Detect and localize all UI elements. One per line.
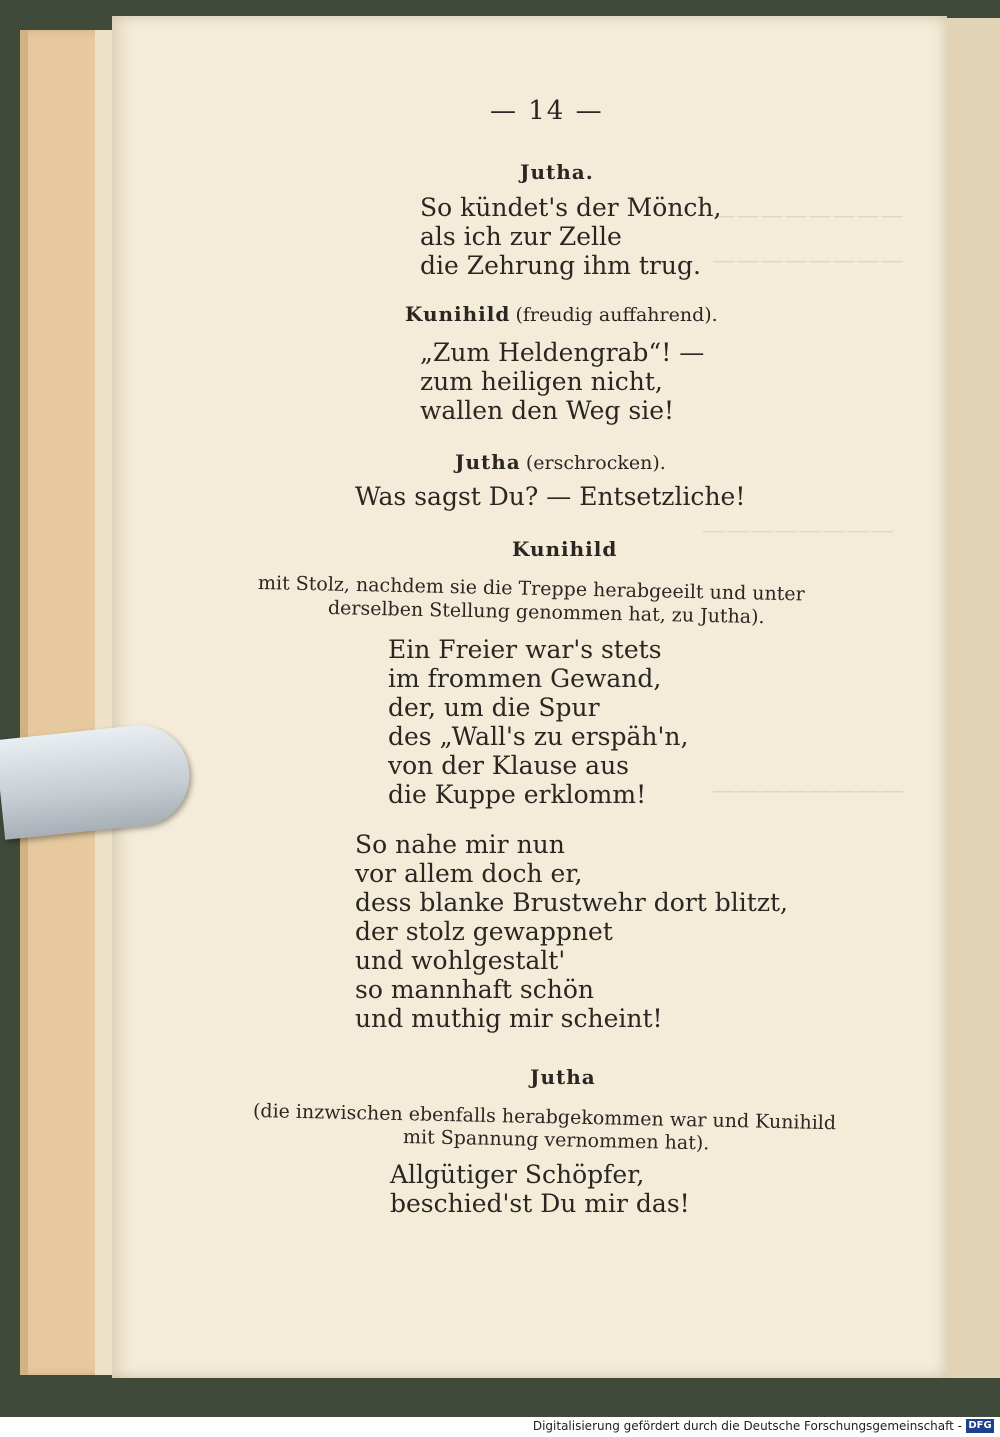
verse-line: so mannhaft schön (355, 975, 594, 1004)
verse-block-4b (355, 830, 788, 1033)
speaker-kunihild: Kunihild (405, 302, 511, 326)
verse-line: und muthig mir scheint! (355, 1004, 663, 1033)
stage-direction-line: mit Stolz, nachdem sie die Treppe herabgeeilt und unter (257, 572, 805, 606)
stage-direction-line: derselben Stellung genommen hat, zu Jutha). (327, 597, 765, 629)
verse-line: So kündet's der Mönch, (420, 193, 722, 222)
stage-direction: (erschrocken). (525, 452, 666, 474)
bleed-through: ———————— (712, 246, 904, 274)
verse-line: zum heiligen nicht, (420, 367, 663, 396)
speaker-jutha: Jutha (455, 450, 521, 474)
verse-line: „Zum Heldengrab“! — (420, 338, 705, 367)
stage-direction-line: (die inzwischen ebenfalls herabgekommen war und Kunihild (252, 1100, 837, 1135)
verse-line: der stolz gewappnet (355, 917, 613, 946)
verse-line: von der Klause aus (388, 751, 630, 780)
verse-block-2 (420, 338, 704, 425)
verse-line: beschied'st Du mir das! (390, 1189, 690, 1218)
verse-block-4a (388, 635, 688, 809)
speaker-kunihild: Kunihild (512, 537, 618, 561)
stage-heading-2 (405, 302, 718, 326)
verse-line: der, um die Spur (388, 693, 600, 722)
verse-line: und wohlgestalt' (355, 946, 566, 975)
verse-line: als ich zur Zelle (420, 222, 622, 251)
verse-line: im frommen Gewand, (388, 664, 662, 693)
verse-line: dess blanke Brustwehr dort blitzt, (355, 888, 788, 917)
funding-notice: Digitalisierung gefördert durch die Deutsche Forschungsgemeinschaft - (532, 1419, 962, 1433)
verse-line: des „Wall's zu erspäh'n, (388, 722, 689, 751)
verse-line: Ein Freier war's stets (388, 635, 662, 664)
speaker-jutha: Jutha (530, 1065, 596, 1089)
verse-block-1 (420, 193, 721, 280)
verse-line: die Zehrung ihm trug. (420, 251, 701, 280)
verse-line: wallen den Weg sie! (420, 396, 675, 425)
speaker-jutha: Jutha. (520, 160, 594, 184)
bleed-through: ———————— (712, 776, 904, 804)
stage-direction-line: mit Spannung vernommen hat). (402, 1126, 710, 1155)
verse-block-5 (390, 1160, 690, 1218)
footer-bar (0, 1417, 1000, 1437)
stage-direction: (freudig auffahrend). (515, 304, 718, 326)
page-number: — 14 — (490, 96, 604, 126)
verse-line: Allgütiger Schöpfer, (390, 1160, 645, 1189)
stage-heading-3 (455, 450, 666, 474)
dfg-logo: DFG (966, 1419, 994, 1433)
verse-line: So nahe mir nun (355, 830, 565, 859)
verse-line: die Kuppe erklomm! (388, 780, 647, 809)
verse-line-3: Was sagst Du? — Entsetzliche! (355, 482, 746, 511)
verse-line: vor allem doch er, (355, 859, 583, 888)
bleed-through: ———————— (712, 201, 904, 229)
bleed-through: ———————— (702, 516, 894, 544)
